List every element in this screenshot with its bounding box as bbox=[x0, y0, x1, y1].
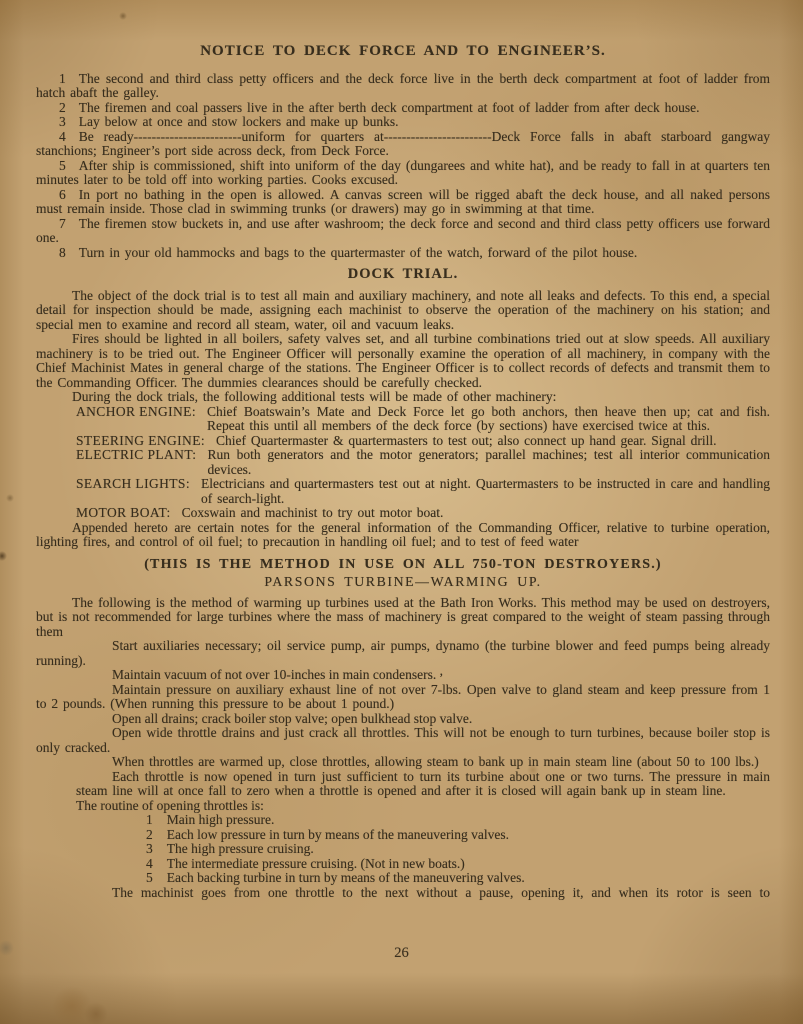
test-term: SEARCH LIGHTS: bbox=[76, 476, 190, 491]
dock-trial-paragraph-3: During the dock trials, the following additional tests will be made of other machinery: bbox=[72, 389, 557, 404]
test-desc: Electricians and quartermasters test out at night. Quartermasters to be instructed in care and handling of search-light. bbox=[200, 476, 770, 506]
test-row-anchor-engine bbox=[76, 405, 770, 434]
step-paragraph-maintain-pressure: Maintain pressure on auxiliary exhaust line of not over 7-lbs. Open valve to gland steam and keep pressure from 1 to 2 pounds. (When running this pressure to be about 1 pound.) bbox=[36, 681, 770, 711]
item-text: The firemen and coal passers live in the after berth deck compartment at foot of ladder from after deck house. bbox=[78, 99, 700, 115]
notice-item-4 bbox=[36, 130, 770, 159]
appended-paragraph: Appended hereto are certain notes for the general information of the Commanding Officer, relative to turbine operation, lighting fires, and control of oil fuel; to precaution in handling oil fuel; and to test of feed water bbox=[36, 519, 770, 549]
routine-number: 5 bbox=[146, 870, 153, 885]
test-term: MOTOR BOAT: bbox=[76, 505, 171, 520]
test-desc: Chief Quartermaster & quartermasters to test out; also connect up hand gear. Signal drill. bbox=[216, 432, 717, 448]
page-content bbox=[36, 44, 770, 900]
routine-item-2 bbox=[146, 828, 770, 843]
stray-mark: , bbox=[439, 663, 444, 678]
routine-intro: The routine of opening throttles is: bbox=[76, 797, 264, 813]
item-number: 2 bbox=[59, 99, 66, 115]
routine-number: 1 bbox=[146, 812, 153, 827]
item-number: 4 bbox=[59, 128, 66, 144]
page-number: 26 bbox=[394, 945, 409, 961]
dock-trial-test-list bbox=[76, 405, 770, 521]
item-number: 1 bbox=[59, 70, 66, 86]
item-text: Lay below at once and stow lockers and make up bunks. bbox=[78, 114, 399, 129]
dock-trial-paragraph-2: Fires should be lighted in all boilers, safety valves set, and all turbine combinations tried out at slow speeds. All auxiliary machinery is to be tried out. The Engineer Officer will personally examine the operation of all machinery, in company with the Chief Machinist Mates in general charge of the stations. The Engineer Officer is to collect records of defects and transmit them to the Commanding Officer. The dummies clearances should be carefully checked. bbox=[36, 331, 770, 390]
routine-text: Main high pressure. bbox=[166, 812, 275, 827]
test-term: ELECTRIC PLANT: bbox=[76, 447, 197, 462]
item-number: 3 bbox=[59, 114, 66, 129]
method-subheading: PARSONS TURBINE—WARMING UP. bbox=[264, 574, 542, 589]
item-text: Be ready------------------------uniform for quarters at------------------------Deck Force falls in abaft starboard gangway stanchions; Engineer’s port side across deck, from Deck Force. bbox=[36, 128, 770, 158]
item-number: 5 bbox=[59, 157, 66, 173]
routine-text: Each low pressure in turn by means of the maneuvering valves. bbox=[166, 826, 510, 842]
notice-title: NOTICE TO DECK FORCE AND TO ENGINEER’S. bbox=[200, 43, 606, 59]
notice-item-5 bbox=[36, 159, 770, 188]
dock-trial-heading: DOCK TRIAL. bbox=[347, 266, 459, 282]
routine-item-3 bbox=[146, 842, 770, 857]
routine-item-4 bbox=[146, 857, 770, 872]
step-paragraph-start-auxiliaries: Start auxiliaries necessary; oil service pump, air pumps, dynamo (the turbine blower and feed pumps being already running). bbox=[36, 638, 770, 668]
routine-text: The high pressure cruising. bbox=[166, 841, 314, 856]
step-paragraph-maintain-vacuum bbox=[36, 663, 770, 683]
test-row-electric-plant bbox=[76, 448, 770, 477]
test-desc: Run both generators and the motor generators; parallel machines; test all interior communication devices. bbox=[207, 447, 770, 477]
test-row-search-lights bbox=[76, 477, 770, 506]
notice-item-1 bbox=[36, 72, 770, 101]
step-text: Maintain vacuum of not over 10-inches in main condensers. bbox=[112, 667, 437, 682]
notice-item-2 bbox=[36, 101, 770, 116]
notice-item-3 bbox=[36, 115, 770, 130]
routine-number: 4 bbox=[146, 855, 153, 871]
item-text: The second and third class petty officers and the deck force live in the berth deck compartment at foot of ladder from hatch abaft the galley. bbox=[36, 70, 770, 100]
routine-item-5 bbox=[146, 871, 770, 886]
item-text: After ship is commissioned, shift into uniform of the day (dungarees and white hat), and be ready to fall in at quarters ten minutes later to be told off into working parties. Cooks excused. bbox=[36, 157, 770, 187]
item-number: 6 bbox=[59, 186, 66, 202]
test-row-motor-boat bbox=[76, 506, 770, 521]
step-paragraph-each-throttle: Each throttle is now opened in turn just sufficient to turn its turbine about one or two turns. The pressure in main steam line will at once fall to zero when a throttle is opened and after it is closed will again bank up in steam line. bbox=[76, 768, 770, 798]
step-paragraph-open-drains: Open all drains; crack boiler stop valve; open bulkhead stop valve. bbox=[112, 710, 473, 726]
test-desc: Chief Boatswain’s Mate and Deck Force let go both anchors, then heave then up; cat and fish. Repeat this until all members of the deck force (by sections) have exercised twice at this. bbox=[206, 403, 770, 433]
method-intro-paragraph: The following is the method of warming up turbines used at the Bath Iron Works. This method may be used on destroyers, but is not recommended for large turbines where the mass of machinery is great compared to the weight of steam passing through them bbox=[36, 594, 770, 639]
notice-item-6 bbox=[36, 188, 770, 217]
routine-list bbox=[146, 813, 770, 886]
item-number: 7 bbox=[59, 215, 66, 231]
routine-number: 3 bbox=[146, 841, 153, 856]
routine-text: Each backing turbine in turn by means of the maneuvering valves. bbox=[166, 870, 525, 885]
item-number: 8 bbox=[59, 244, 66, 260]
routine-number: 2 bbox=[146, 826, 153, 842]
item-text: The firemen stow buckets in, and use after washroom; the deck force and second and third class petty officers use forward one. bbox=[36, 215, 770, 245]
test-row-steering-engine bbox=[76, 434, 770, 449]
item-text: Turn in your old hammocks and bags to the quartermaster of the watch, forward of the pilot house. bbox=[78, 244, 638, 260]
step-paragraph-when-throttles-warmed: When throttles are warmed up, close throttles, allowing steam to bank up in main steam line (about 50 to 100 lbs.) bbox=[112, 754, 759, 769]
test-term: ANCHOR ENGINE: bbox=[76, 403, 196, 419]
item-text: In port no bathing in the open is allowed. A canvas screen will be rigged abaft the deck house, and all naked persons must remain inside. Those clad in swimming trunks (or drawers) may go in swimming at that time. bbox=[36, 186, 770, 216]
routine-text: The intermediate pressure cruising. (Not in new boats.) bbox=[166, 855, 465, 871]
routine-item-1 bbox=[146, 813, 770, 828]
step-paragraph-open-wide-throttle: Open wide throttle drains and just crack all throttles. This will not be enough to turn turbines, because boiler stop is only cracked. bbox=[36, 725, 770, 755]
notice-item-7 bbox=[36, 217, 770, 246]
method-heading: (THIS IS THE METHOD IN USE ON ALL 750-TON DESTROYERS.) bbox=[144, 556, 662, 572]
dock-trial-paragraph-1: The object of the dock trial is to test all main and auxiliary machinery, and note all leaks and defects. To this end, a special detail for inspection should be made, assigning each machinist to observe the operation of the machinery on his station; and special men to examine and record all steam, water, oil and vacuum leaks. bbox=[36, 287, 770, 332]
test-desc: Coxswain and machinist to try out motor boat. bbox=[181, 505, 444, 520]
closing-paragraph: The machinist goes from one throttle to the next without a pause, opening it, and when its rotor is seen to bbox=[112, 884, 770, 900]
notice-item-8 bbox=[36, 246, 770, 261]
test-term: STEERING ENGINE: bbox=[76, 432, 206, 448]
